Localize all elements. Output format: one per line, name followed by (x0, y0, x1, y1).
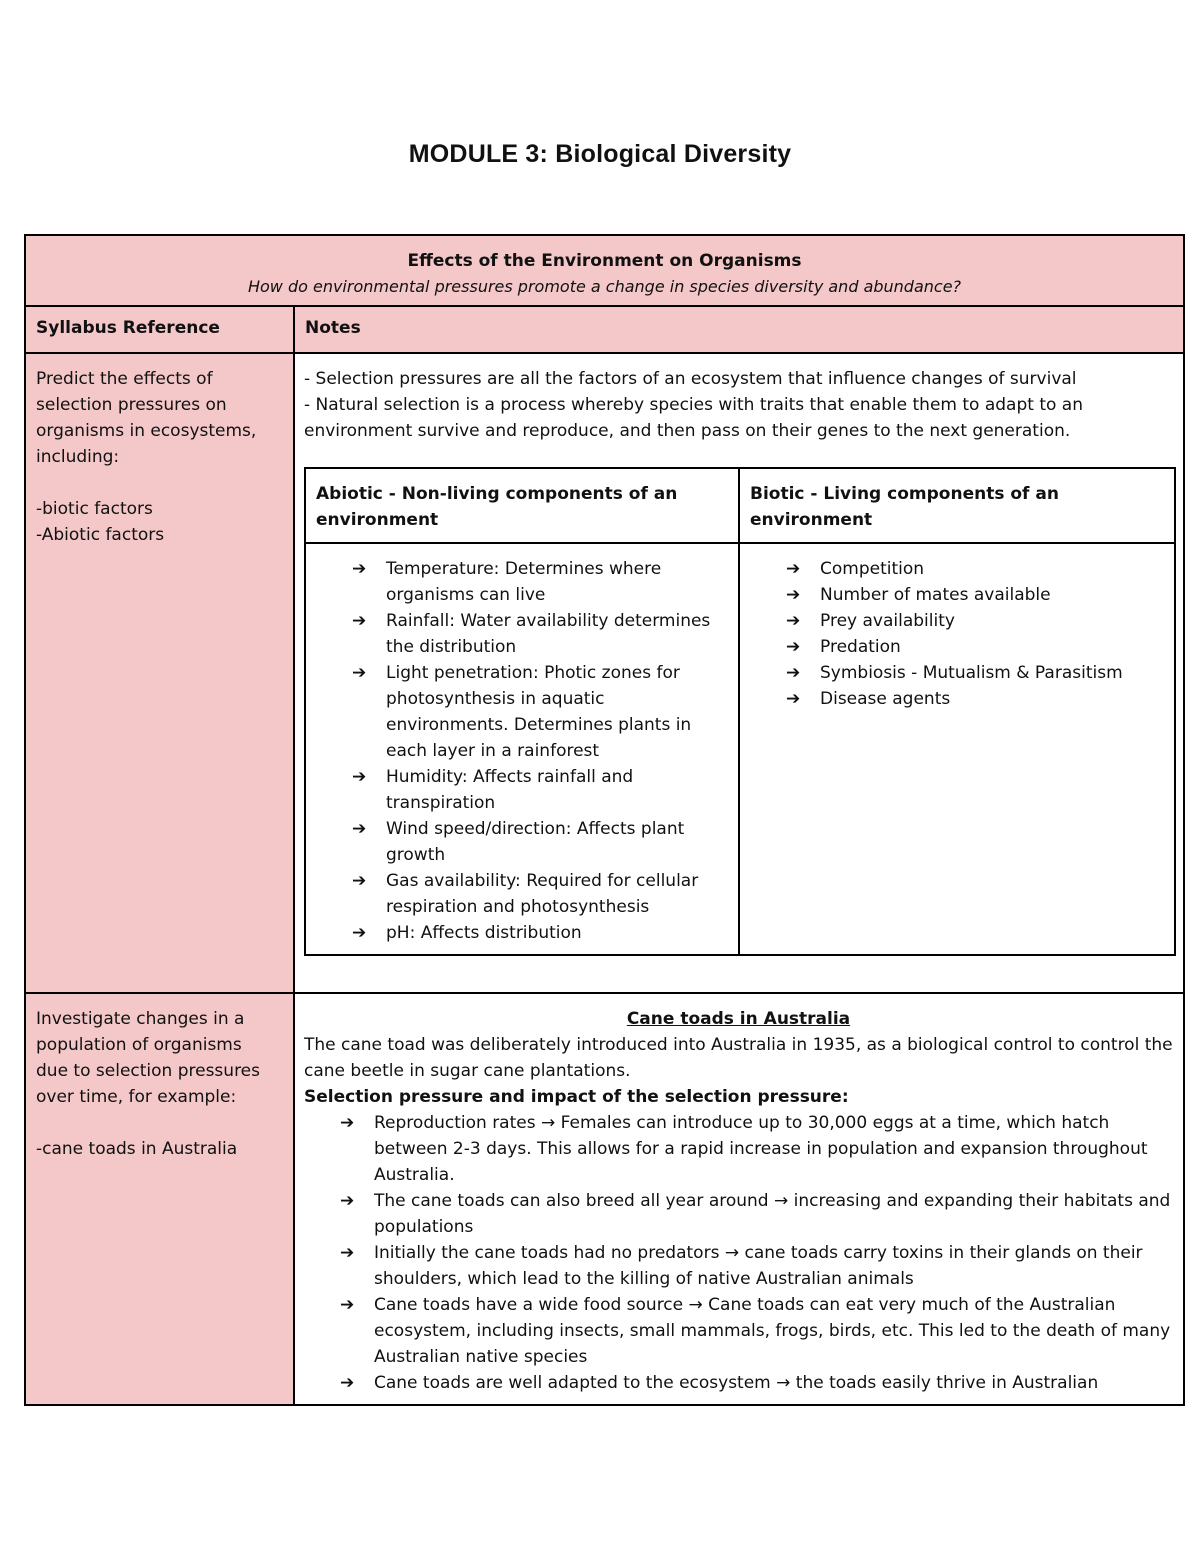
syllabus-line: -Abiotic factors (36, 525, 165, 545)
notes-table (24, 234, 1185, 1406)
column-header-row (25, 306, 1184, 353)
cane-toads-title: Cane toads in Australia (626, 1009, 851, 1029)
arrow-bullet-icon: ➔ (786, 559, 801, 579)
syllabus-spacer (36, 1110, 283, 1136)
list-item: ➔ Cane toads are well adapted to the ecosystem → the toads easily thrive in Australian (374, 1370, 1173, 1396)
arrow-bullet-icon: ➔ (786, 663, 801, 683)
list-item: ➔ Predation (820, 634, 1164, 660)
syllabus-line: over time, for example: (36, 1087, 237, 1107)
list-item: ➔ pH: Affects distribution (386, 920, 728, 946)
list-item: ➔ Gas availability: Required for cellular respiration and photosynthesis (386, 868, 728, 920)
factors-table (304, 467, 1176, 956)
selection-pressure-list (304, 1110, 1173, 1396)
abiotic-list-cell (305, 543, 739, 955)
list-item: ➔ Initially the cane toads had no predators → cane toads carry toxins in their glands on their shoulders, which lead to the killing of native Australian animals (374, 1240, 1173, 1292)
list-item: ➔ The cane toads can also breed all year around → increasing and expanding their habitats and populations (374, 1188, 1173, 1240)
selection-pressure-subheading: Selection pressure and impact of the selection pressure: (304, 1087, 849, 1107)
notes-line: - Selection pressures are all the factors of an ecosystem that influence changes of survival (304, 369, 1077, 389)
notes-line: - Natural selection is a process whereby species with traits that enable them to adapt to an environment survive and reproduce, and then pass on their genes to the next generation. (304, 395, 1083, 441)
syllabus-line: -biotic factors (36, 499, 153, 519)
factors-header-row (305, 468, 1175, 543)
arrow-bullet-icon: ➔ (352, 819, 367, 839)
list-item: ➔ Light penetration: Photic zones for photosynthesis in aquatic environments. Determines plants in each layer in a rainforest (386, 660, 728, 764)
list-item: ➔ Reproduction rates → Females can introduce up to 30,000 eggs at a time, which hatch between 2-3 days. This allows for a rapid increase in population and expansion throughout Australia. (374, 1110, 1173, 1188)
biotic-list-cell (739, 543, 1175, 955)
arrow-bullet-icon: ➔ (786, 585, 801, 605)
arrow-bullet-icon: ➔ (352, 611, 367, 631)
syllabus-line: Investigate changes in a (36, 1009, 245, 1029)
section-question: How do environmental pressures promote a change in species diversity and abundance? (247, 277, 962, 296)
biotic-list (750, 556, 1164, 712)
list-item: ➔ Cane toads have a wide food source → Cane toads can eat very much of the Australian ecosystem, including insects, small mammals, frogs, birds, etc. This led to the death of many Australian native species (374, 1292, 1173, 1370)
arrow-bullet-icon: ➔ (786, 637, 801, 657)
list-item: ➔ Temperature: Determines where organisms can live (386, 556, 728, 608)
syllabus-line: Predict the effects of (36, 369, 213, 389)
list-item: ➔ Humidity: Affects rainfall and transpiration (386, 764, 728, 816)
table-row (25, 993, 1184, 1405)
factors-body-row (305, 543, 1175, 955)
list-item: ➔ Number of mates available (820, 582, 1164, 608)
arrow-bullet-icon: ➔ (786, 611, 801, 631)
arrow-bullet-icon: ➔ (340, 1373, 355, 1393)
arrow-bullet-icon: ➔ (340, 1295, 355, 1315)
syllabus-spacer (36, 470, 283, 496)
syllabus-reference-cell (25, 993, 294, 1405)
notes-cell (294, 993, 1184, 1405)
arrow-bullet-icon: ➔ (340, 1113, 355, 1133)
syllabus-line: due to selection pressures (36, 1061, 260, 1081)
list-item: ➔ Symbiosis - Mutualism & Parasitism (820, 660, 1164, 686)
notes-cell (294, 353, 1184, 993)
abiotic-list (316, 556, 728, 946)
abiotic-header: Abiotic - Non-living components of an environment (305, 468, 739, 543)
syllabus-line: selection pressures on (36, 395, 227, 415)
arrow-bullet-icon: ➔ (340, 1243, 355, 1263)
arrow-bullet-icon: ➔ (340, 1191, 355, 1211)
list-item: ➔ Prey availability (820, 608, 1164, 634)
syllabus-line: including: (36, 447, 120, 467)
syllabus-line: organisms in ecosystems, (36, 421, 257, 441)
section-title: Effects of the Environment on Organisms (407, 251, 802, 271)
section-header (25, 235, 1184, 306)
arrow-bullet-icon: ➔ (352, 559, 367, 579)
arrow-bullet-icon: ➔ (352, 767, 367, 787)
list-item: ➔ Rainfall: Water availability determines the distribution (386, 608, 728, 660)
arrow-bullet-icon: ➔ (786, 689, 801, 709)
syllabus-reference-cell (25, 353, 294, 993)
cane-toads-intro: The cane toad was deliberately introduced into Australia in 1935, as a biological control to control the cane beetle in sugar cane plantations. (304, 1035, 1173, 1081)
notes-column-header: Notes (294, 306, 1184, 353)
syllabus-column-header: Syllabus Reference (25, 306, 294, 353)
arrow-bullet-icon: ➔ (352, 923, 367, 943)
list-item: ➔ Wind speed/direction: Affects plant growth (386, 816, 728, 868)
table-row (25, 353, 1184, 993)
biotic-header: Biotic - Living components of an environment (739, 468, 1175, 543)
page-title: MODULE 3: Biological Diversity (408, 140, 792, 168)
syllabus-line: population of organisms (36, 1035, 242, 1055)
list-item: ➔ Disease agents (820, 686, 1164, 712)
arrow-bullet-icon: ➔ (352, 663, 367, 683)
arrow-bullet-icon: ➔ (352, 871, 367, 891)
list-item: ➔ Competition (820, 556, 1164, 582)
section-header-row (25, 235, 1184, 306)
syllabus-line: -cane toads in Australia (36, 1139, 238, 1159)
